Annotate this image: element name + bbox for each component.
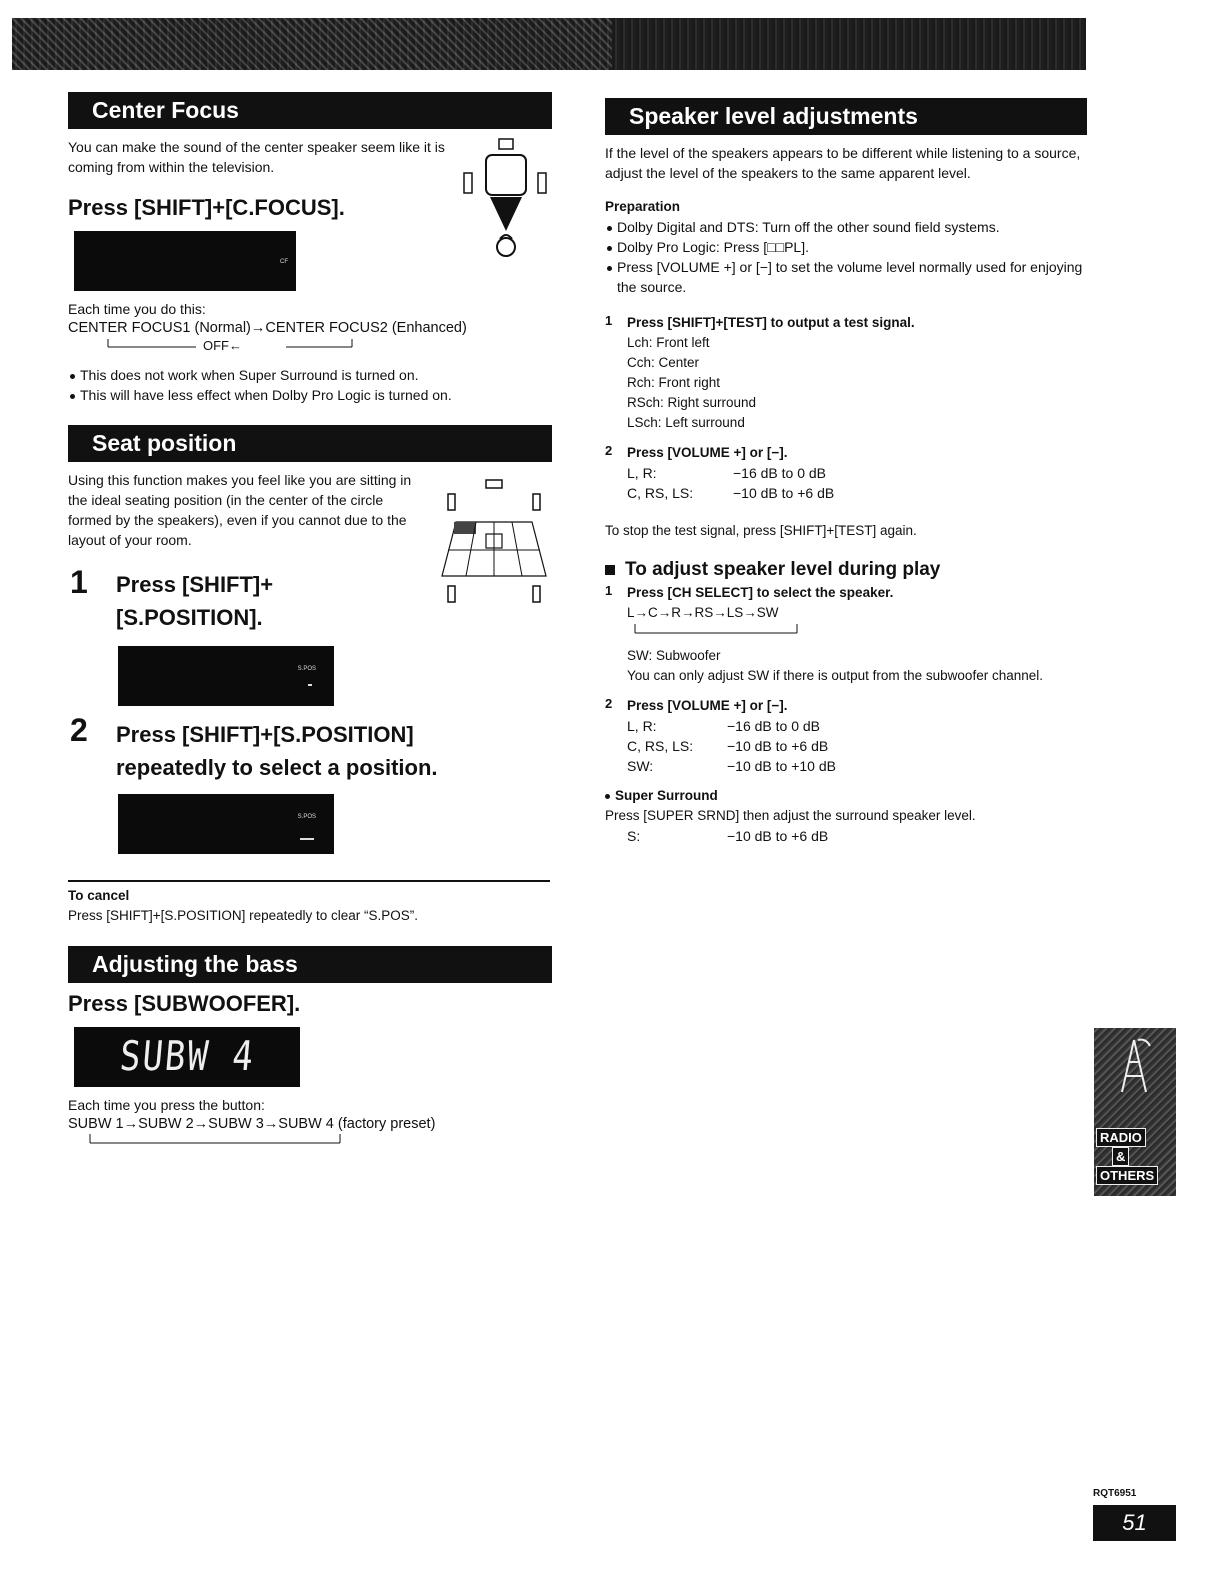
center-focus-note: This will have less effect when Dolby Pro Logic is turned on.: [68, 385, 552, 405]
seat-step-1-text: Press [SHIFT]+[S.POSITION].: [116, 572, 274, 630]
cycle-return-arrow-icon: [633, 623, 813, 637]
seat-position-intro: Using this function makes you feel like you are sitting in the ideal seating position (in the center of the circle formed by the speakers), even if you cannot due to the layout of your room.: [68, 472, 412, 548]
center-focus-heading: Center Focus: [68, 92, 552, 129]
channel-item: LSch: Left surround: [627, 415, 745, 430]
super-surround-title: Super Surround: [605, 786, 1087, 806]
speaker-step-1: [605, 313, 1087, 433]
speaker-level-heading: Speaker level adjustments: [605, 98, 1087, 135]
seat-step-2-number: 2: [70, 712, 88, 748]
preparation-item: Dolby Pro Logic: Press [□□PL].: [605, 237, 1087, 257]
step-number: 2: [605, 696, 613, 711]
stop-test-text: To stop the test signal, press [SHIFT]+[TEST] again.: [605, 523, 917, 538]
super-surround-text: Press [SUPER SRND] then adjust the surround speaker level.: [605, 808, 976, 823]
range-row: SW: −10 dB to +10 dB: [627, 758, 836, 774]
page-number: 51: [1093, 1505, 1176, 1541]
header-banner: [12, 18, 1086, 70]
channel-item: Rch: Front right: [627, 375, 721, 390]
center-focus-cycle: CENTER FOCUS1 (Normal)→CENTER FOCUS2 (Enhanced): [68, 320, 467, 336]
radio-tower-icon: [1114, 1036, 1154, 1096]
channel-item: Cch: Center: [627, 355, 700, 370]
step-number: 1: [605, 313, 613, 328]
side-tab-label: RADIO: [1096, 1128, 1146, 1147]
bass-heading: Adjusting the bass: [68, 946, 552, 983]
step-text: Press [VOLUME +] or [−].: [627, 445, 788, 460]
square-bullet-icon: [605, 565, 615, 575]
speaker-step-2: [605, 443, 1087, 503]
range-row: C, RS, LS: −10 dB to +6 dB: [627, 485, 835, 501]
step-text: Press [SHIFT]+[TEST] to output a test signal.: [627, 315, 915, 330]
seat-position-heading: Seat position: [68, 425, 552, 462]
seat-step-2-text: Press [SHIFT]+[S.POSITION] repeatedly to select a position.: [116, 722, 438, 780]
center-focus-each-time: Each time you do this:: [68, 301, 206, 317]
center-focus-display: [74, 231, 296, 291]
lcd-subwoofer-text: SUBW 4: [117, 1033, 257, 1081]
sw-note: You can only adjust SW if there is output from the subwoofer channel.: [627, 668, 1043, 683]
cycle-return-arrow-icon: [106, 337, 396, 353]
center-focus-diagram-icon: [460, 135, 552, 265]
lcd-indicator: S.POS: [297, 814, 316, 820]
lcd-indicator: CF: [280, 259, 288, 265]
during-step-1: [605, 583, 1087, 686]
center-focus-press: Press [SHIFT]+[C.FOCUS].: [68, 195, 345, 220]
left-column: [68, 92, 552, 1152]
center-focus-cycle-return: [68, 337, 552, 355]
channel-cycle: L→C→R→RS→LS→SW: [627, 605, 779, 620]
cancel-text: Press [SHIFT]+[S.POSITION] repeatedly to clear “S.POS”.: [68, 908, 418, 923]
model-code: RQT6951: [1093, 1488, 1137, 1499]
preparation-item: Press [VOLUME +] or [−] to set the volume level normally used for enjoying the source.: [605, 257, 1087, 297]
during-step-2: [605, 696, 1087, 776]
divider: [68, 880, 550, 882]
side-tab-label: &: [1112, 1147, 1129, 1166]
lcd-indicator: S.POS: [297, 666, 316, 672]
side-tab-radio-others: [1094, 1028, 1176, 1196]
step-number: 1: [605, 583, 613, 598]
range-row: L, R: −16 dB to 0 dB: [627, 465, 827, 481]
seat-position-display-2: [118, 794, 334, 854]
side-tab-label: OTHERS: [1096, 1166, 1158, 1185]
range-row: S: −10 dB to +6 dB: [627, 828, 829, 844]
channel-item: Lch: Front left: [627, 335, 710, 350]
cancel-title: To cancel: [68, 888, 130, 903]
preparation-item: Dolby Digital and DTS: Turn off the other sound field systems.: [605, 217, 1087, 237]
preparation-title: Preparation: [605, 199, 681, 214]
center-focus-note: This does not work when Super Surround is turned on.: [68, 365, 552, 385]
speaker-level-intro: If the level of the speakers appears to be different while listening to a source, adjust the level of the speakers to the same apparent level.: [605, 145, 1081, 181]
seat-step-1-number: 1: [70, 564, 88, 600]
right-column: [605, 98, 1087, 846]
range-row: C, RS, LS: −10 dB to +6 dB: [627, 738, 829, 754]
range-row: L, R: −16 dB to 0 dB: [627, 718, 821, 734]
cycle-return-arrow-icon: [88, 1133, 348, 1147]
step-text: Press [CH SELECT] to select the speaker.: [627, 585, 894, 600]
sw-label: SW: Subwoofer: [627, 648, 721, 663]
bass-display: [74, 1027, 300, 1087]
bass-cycle: SUBW 1→SUBW 2→SUBW 3→SUBW 4 (factory preset): [68, 1116, 436, 1132]
seat-position-display-1: [118, 646, 334, 706]
bass-press: Press [SUBWOOFER].: [68, 991, 301, 1016]
step-text: Press [VOLUME +] or [−].: [627, 698, 788, 713]
during-play-heading: To adjust speaker level during play: [605, 559, 1087, 581]
bass-each-time: Each time you press the button:: [68, 1097, 265, 1113]
center-focus-intro: You can make the sound of the center speaker seem like it is coming from within the television.: [68, 139, 445, 175]
channel-item: RSch: Right surround: [627, 395, 757, 410]
step-number: 2: [605, 443, 613, 458]
cycle-off-label: OFF←: [203, 338, 242, 353]
